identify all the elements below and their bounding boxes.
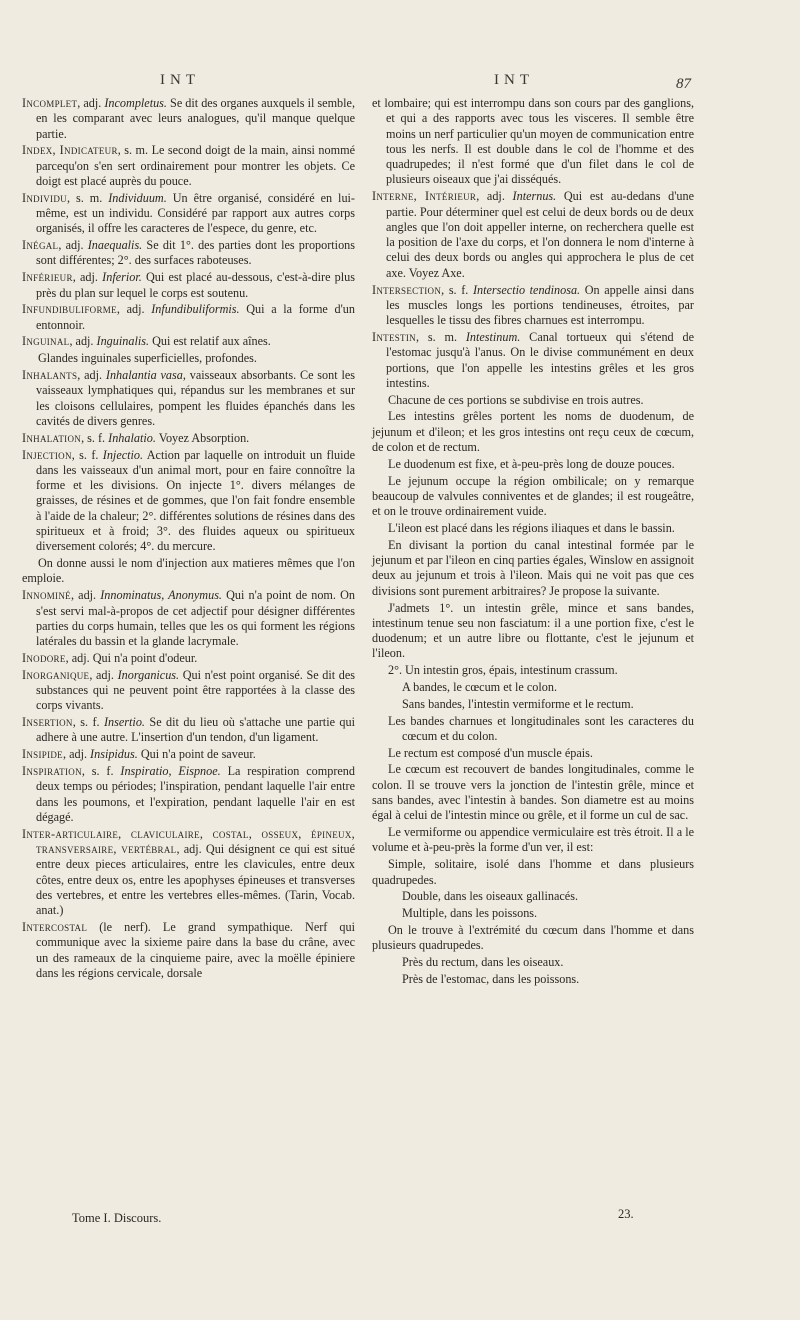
entry-grammar: , s. f.: [72, 715, 104, 730]
entry-latin-term: Inguinalis.: [96, 334, 150, 349]
entry-definition: Action par laquelle on introduit un fluide dans les vaisseaux d'un animal mort, pour en faire connoître la forme et les divisions. On injecte 1°. divers mélanges de graisses, de résines et de gommes, que l'on fait fondre ensemble à l'aide de la chaleur; 2°. différentes solutions de résines dans des spiritueux et à froid; 3°. des fluides aqueux ou spiritueux diversement colorés; 4°. du mercure.: [36, 447, 355, 554]
dictionary-entry: [22, 448, 355, 555]
entry-definition: Le second doigt de la main, ainsi nommé parcequ'on s'en sert ordinairement pour montrer les objets. Ce doigt est placé auprès du pouce.: [36, 143, 355, 188]
entry-subitem: Multiple, dans les poissons.: [402, 906, 538, 921]
entry-grammar: , adj.: [77, 368, 106, 383]
dictionary-entry: [22, 191, 355, 237]
dictionary-entry: [22, 143, 355, 189]
entry-latin-term: Intersectio tendinosa.: [472, 282, 581, 297]
dictionary-entry: [22, 920, 355, 981]
dictionary-entry: [22, 764, 355, 825]
entry-definition: Le grand sympathique. Nerf qui communique avec la sixieme paire dans la base du crâne, avec un des rameaux de la cinquieme paire, avec la moëlle épiniere dans les régions cervicale, dorsale: [36, 919, 355, 980]
entry-latin-term: Internus.: [512, 189, 557, 204]
dictionary-entry: [22, 668, 355, 714]
entry-latin-term: Insipidus.: [90, 747, 138, 762]
entry-definition: Qui n'a point de saveur.: [137, 747, 256, 762]
entry-definition: Qui est relatif aux aînes.: [149, 334, 271, 349]
entry-headword: Individu: [22, 190, 67, 205]
entry-headword: Incomplet: [22, 96, 78, 110]
entry-definition: La respiration comprend deux temps ou périodes; l'inspiration, pendant laquelle l'air entre dans les poumons, et l'expiration, pendant laquelle l'air en est dégagé.: [36, 763, 355, 824]
entry-grammar: , s. m.: [66, 190, 109, 205]
entry-latin-term: Inferior.: [102, 270, 142, 285]
entry-paragraph: Glandes inguinales superficielles, profondes.: [38, 351, 257, 366]
entry-latin-term: Innominatus, Anonymus.: [100, 588, 222, 603]
entry-headword: Injection: [22, 447, 72, 462]
dictionary-entry: [22, 827, 355, 919]
entry-latin-term: Inorganicus.: [117, 667, 180, 682]
entry-latin-term: Individuum.: [108, 190, 167, 205]
entry-grammar: , adj.: [69, 334, 97, 349]
entry-definition: Qui est placé au-dessous, c'est-à-dire plus près du plan sur lequel le corps est soutenu.: [36, 270, 356, 300]
entry-headword: Infundibuliforme: [22, 302, 117, 317]
entry-definition: Qui n'a point d'odeur.: [92, 650, 198, 665]
entry-subitem: A bandes, le cœcum et le colon.: [402, 679, 558, 694]
left-column: [22, 96, 355, 983]
entry-paragraph: J'admets 1°. un intestin grêle, mince et sans bandes, intestinum tenue seu non fasciatum: il a une portion fixe, c'est le duodenum; et un autre libre ou flottante, c'est le jejunum et l'ileon.: [372, 600, 694, 661]
dictionary-entry: [22, 334, 355, 349]
entry-grammar: , adj.: [89, 667, 118, 682]
entry-paragraph: Les intestins grêles portent les noms de duodenum, de jejunum et d'ileon; et les gros intestins ont reçu ceux de cœcum, de colon et de rectum.: [372, 409, 694, 455]
entry-paragraph: Le duodenum est fixe, et à-peu-près long de douze pouces.: [388, 456, 675, 471]
entry-headword: Innominé: [22, 588, 71, 603]
dictionary-entry: [22, 368, 355, 429]
entry-grammar: , adj.: [476, 189, 513, 204]
entry-headword: Inégal: [22, 238, 59, 253]
entry-definition: Se dit des organes auxquels il semble, en les comparant avec leurs analogues, qu'il manque quelque partie.: [36, 96, 355, 141]
entry-latin-term: Injectio.: [102, 447, 144, 462]
entry-definition: Se dit du lieu où s'attache une partie qui adhere à une autre. L'insertion d'un tendon, d'un ligament.: [36, 715, 356, 745]
entry-latin-term: Incompletus.: [104, 96, 167, 110]
entry-headword: Inorganique: [22, 667, 90, 682]
entry-grammar: , s. m.: [117, 143, 152, 158]
entry-definition: Voyez Absorption.: [155, 430, 250, 445]
entry-definition: Qui n'a point de nom. On s'est servi mal-à-propos de cet adjectif pour désigner différentes parties du corps humain, telles que les os qui forment les régions latérales du bassin et la glande lacrymale.: [36, 588, 355, 649]
entry-paragraph: Chacune de ces portions se subdivise en trois autres.: [388, 392, 644, 407]
entry-paragraph: Simple, solitaire, isolé dans l'homme et dans plusieurs quadrupedes.: [372, 857, 694, 887]
entry-grammar: (le nerf).: [87, 919, 163, 934]
entry-subitem: Double, dans les oiseaux gallinacés.: [402, 889, 578, 904]
entry-headword: Inter-articulaire, claviculaire, costal, osseux, épineux, transversaire, vertébral: [22, 826, 355, 856]
dictionary-entry: [22, 302, 355, 333]
entry-definition: Qui désignent ce qui est situé entre deux pieces articulaires, entre les clavicules, entre deux côtes, entre deux os, entre les apophyses épineuses et transverses des vertebres, et entre les vertebres elles-mêmes. (Tarin, Vocab. anat.): [36, 841, 355, 918]
entry-continuation: et lombaire; qui est interrompu dans son cours par des ganglions, et qui a des rapports avec tous les visceres. Il semble être moins un nerf particulier qu'un moyen de communication entre tous les nerfs. Il est double dans le col de l'homme et des quadrupedes; il n'est formé que d'un filet dans le col de plusieurs oiseaux que j'ai disséqués.: [372, 96, 694, 187]
entry-definition: Qui a la forme d'un entonnoir.: [36, 302, 355, 332]
entry-paragraph: L'ileon est placé dans les régions iliaques et dans le bassin.: [388, 521, 675, 536]
entry-headword: Index, Indicateur: [22, 143, 118, 158]
dictionary-entry: [22, 747, 355, 762]
dictionary-entry: [22, 238, 355, 269]
entry-paragraph: En divisant la portion du canal intestinal formée par le jejunum et par l'ileon en cinq parties égales, Winslow en assignoit deux au jejunum et trois à l'ileon. Mais qui ne voit pas que ces divisions sont purement arbitraires? Je propose la suivante.: [372, 537, 694, 598]
signature-mark: Tome I. Discours.: [72, 1211, 162, 1225]
entry-definition: Qui est au-dedans d'une partie. Pour déterminer quel est celui de deux bords ou de deux angles que l'on doit appeller interne, on recherchera quelle est la position de l'axe du corps, et l'on donnera le nom d'interne à celui des deux bords ou angles qui approchera le plus de cet axe. Voyez Axe.: [386, 189, 694, 280]
entry-grammar: , s. m.: [415, 329, 466, 344]
entry-headword: Interne, Intérieur: [372, 189, 477, 204]
entry-definition: On appelle ainsi dans les muscles longs les portions tendineuses, étroites, par lesquelles le tissu des fibres charnues est interrompu.: [386, 282, 694, 328]
entry-latin-term: Inaequalis.: [87, 238, 143, 253]
entry-subitem: Les bandes charnues et longitudinales sont les caracteres du cœcum et du colon.: [388, 713, 694, 743]
entry-grammar: , adj.: [70, 588, 101, 603]
entry-grammar: , adj.: [58, 238, 88, 253]
entry-headword: Intersection: [372, 282, 442, 297]
entry-headword: Inférieur: [22, 270, 73, 285]
entry-grammar: , s. f.: [441, 282, 473, 297]
entry-paragraph: Le jejunum occupe la région ombilicale; on y remarque beaucoup de valvules conniventes et de glandes; il est rougeâtre, et on le trouve ordinairement vuide.: [372, 473, 694, 519]
entry-paragraph: Le vermiforme ou appendice vermiculaire est très étroit. Il a le volume et à-peu-près la forme d'un ver, il est:: [372, 825, 694, 855]
dictionary-entry: [22, 431, 355, 446]
entry-definition: , vaisseaux absorbants. Ce sont les vaisseaux lymphatiques qui, répandus sur les membranes et sur les cloisons cellulaires, pompent les fluides épanchés dans les cavités de divers genres.: [36, 368, 355, 428]
dictionary-entry: [22, 588, 355, 649]
entry-headword: Inodore: [22, 650, 66, 665]
entry-definition: Qui n'est point organisé. Se dit des substances qui ne peuvent point être rapportées à la classe des corps vivants.: [36, 667, 356, 713]
entry-grammar: , adj.: [176, 841, 206, 856]
entry-paragraph: Le rectum est composé d'un muscle épais.: [388, 745, 593, 760]
entry-paragraph: On le trouve à l'extrémité du cœcum dans l'homme et dans plusieurs quadrupedes.: [372, 922, 694, 953]
running-head-left: INT: [160, 72, 200, 88]
entry-grammar: , adj.: [72, 270, 103, 285]
dictionary-entry: [372, 330, 694, 391]
entry-grammar: , adj.: [77, 96, 105, 110]
dictionary-entry: [22, 651, 355, 666]
entry-grammar: , adj.: [116, 302, 152, 317]
entry-subitem: Près du rectum, dans les oiseaux.: [402, 955, 564, 970]
entry-headword: Insipide: [22, 747, 63, 762]
entry-paragraph: On donne aussi le nom d'injection aux matieres mêmes que l'on emploie.: [22, 556, 355, 586]
dictionary-entry: [22, 270, 355, 301]
entry-grammar: , s. f.: [81, 430, 109, 445]
entry-headword: Inspiration: [22, 763, 82, 778]
entry-subitem: Sans bandes, l'intestin vermiforme et le rectum.: [402, 696, 634, 711]
entry-grammar: , s. f.: [71, 447, 103, 462]
entry-subitem: Près de l'estomac, dans les poissons.: [402, 971, 580, 986]
entry-latin-term: Inhalantia vasa: [105, 368, 183, 383]
entry-latin-term: Insertio.: [104, 715, 145, 730]
entry-latin-term: Intestinum.: [465, 329, 521, 344]
page-number: 87: [676, 76, 691, 92]
entry-grammar: , adj.: [62, 747, 91, 762]
entry-paragraph: 2°. Un intestin gros, épais, intestinum crassum.: [388, 663, 618, 678]
running-head-right: INT: [494, 72, 534, 88]
dictionary-entry: [22, 96, 355, 142]
entry-headword: Inhalation: [22, 430, 82, 445]
dictionary-entry: [22, 715, 355, 746]
entry-latin-term: Infundibuliformis.: [151, 302, 240, 317]
entry-headword: Insertion: [22, 715, 73, 730]
entry-headword: Inhalants: [22, 368, 78, 383]
entry-definition: Canal tortueux qui s'étend de l'estomac jusqu'à l'anus. On le divise communément en deux portions, que l'on appelle les intestins grêles et les gros intestins.: [386, 329, 694, 390]
entry-paragraph: Le cœcum est recouvert de bandes longitudinales, comme le colon. Il se trouve vers la jonction de l'intestin grêle, mince et sans bandes, avec l'intestin à bandes. Son diametre est au moins égal à celui de l'intestin mince ou grêle, et il forme un cul de sac.: [372, 762, 694, 823]
signature-number: 23.: [618, 1207, 634, 1221]
right-column: [372, 96, 694, 989]
entry-latin-term: Inspiratio, Eispnoe.: [120, 763, 221, 778]
entry-grammar: , adj.: [65, 650, 93, 665]
entry-headword: Inguinal: [22, 334, 70, 349]
entry-definition: Se dit 1°. des parties dont les proportions sont différentes; 2°. des surfaces raboteuses.: [36, 238, 355, 268]
entry-definition: Un être organisé, considéré en lui-même, est un individu. Considéré par rapport aux autres corps organisés, il offre les caracteres de l'espece, du genre, etc.: [36, 190, 355, 236]
entry-headword: Intercostal: [22, 919, 88, 934]
dictionary-entry: [372, 283, 694, 329]
dictionary-entry: [372, 189, 694, 281]
entry-grammar: , s. f.: [81, 763, 121, 778]
entry-latin-term: Inhalatio.: [108, 430, 156, 445]
entry-headword: Intestin: [372, 329, 416, 344]
